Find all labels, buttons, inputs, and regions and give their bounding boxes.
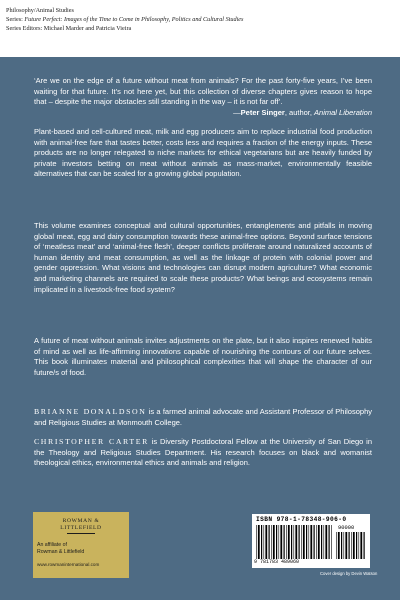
publisher-logo-line1: ROWMAN & [62,518,100,524]
series-label: Series: [6,16,25,23]
editor-bio-carter [34,437,372,469]
affiliate-line1: An affiliate of [37,542,67,548]
attribution-role: , author, [284,107,315,117]
cover-credit: Cover design by Devin Watson [320,571,378,576]
editor-name: CHRISTOPHER CARTER [34,437,149,446]
endorsement-quote [34,76,372,118]
publisher-logo-line2: LITTLEFIELD [60,525,102,531]
isbn-label: ISBN 978-1-78348-906-0 [256,516,347,523]
editor-bio-text: is a farmed animal advocate and Assistant Professor of Philosophy and Religious Studies at Monmouth College. [34,407,372,427]
description-paragraph-3: A future of meat without animals invites adjustments on the plate, but it also inspires renewed habits of mind as well as life-affirming innovations capable of nourishing the contours of our future selves. This book illuminates material and philosophical complexities that will shape the character of our future/s of food. [34,336,372,377]
series-line [6,15,396,24]
series-info [6,6,396,33]
publisher-divider [67,533,95,534]
barcode-digits: 9 781783 489060 [254,559,300,565]
attribution-dash: — [233,107,241,117]
description-paragraph-1: Plant-based and cell-cultured meat, milk and egg producers aim to replace industrial food production with animal-free fare that tastes better, costs less and requires a fraction of the energy inputs. These products are no longer relegated to niche markets for ethical vegetarians but are heavily funded by private investors betting on meat without animals as mass-market, environmentally feasible alternatives that can be scaled for a growing global population. [34,127,372,179]
series-title: Future Perfect: Images of the Time to Come in Philosophy, Politics and Cultural Studies [24,16,244,23]
affiliate-line2: Rowman & Littlefield [37,549,85,555]
attribution-book: Animal Liberation [314,107,372,117]
category-label: Philosophy/Animal Studies [6,7,74,14]
publisher-affiliate [37,542,84,556]
series-editors: Series Editors: Michael Marder and Patricia Vieira [6,25,132,32]
publisher-url: www.rowmaninternational.com [37,562,100,567]
quote-text: ‘Are we on the edge of a future without meat from animals? For the past forty-five years, I’ve been waiting for that future. It’s not here yet, but this collection of diverse chapters gives reason to hope that – despite the major obstacles still standing in the way – it is not far off’. [34,76,372,107]
quote-attribution [34,108,372,119]
barcode-addon-icon [336,532,366,559]
attribution-name: Peter Singer [240,107,285,117]
editor-bio-donaldson [34,407,372,428]
editor-name: BRIANNE DONALDSON [34,407,147,416]
publisher-block [33,512,129,578]
publisher-logo [33,518,129,532]
description-paragraph-2: This volume examines conceptual and cultural opportunities, entanglements and pitfalls in moving global meat, egg and dairy consumption towards these animal-free options. Beyond surface tensions of ‘meatless meat’ and ‘animal-free flesh’, deeper conflicts proliferate around naturalized accounts of human identity and meat consumption, as well as the linkage of protein with colonial power and gender oppression. What visions and technologies can disrupt modern agriculture? What economic and marketing channels are required to scale these products? What beings and ecosystems remain implicated in a livestock-free food system? [34,221,372,294]
editor-bio-text: is Diversity Postdoctoral Fellow at the University of San Diego in the Theology and Religious Studies Department. His research focuses on black and womanist theological ethics, environmental ethics and animals and religion. [34,437,373,468]
barcode-addon-number: 90000 [338,525,355,531]
isbn-barcode-block [252,514,370,568]
barcode-icon [256,525,332,559]
